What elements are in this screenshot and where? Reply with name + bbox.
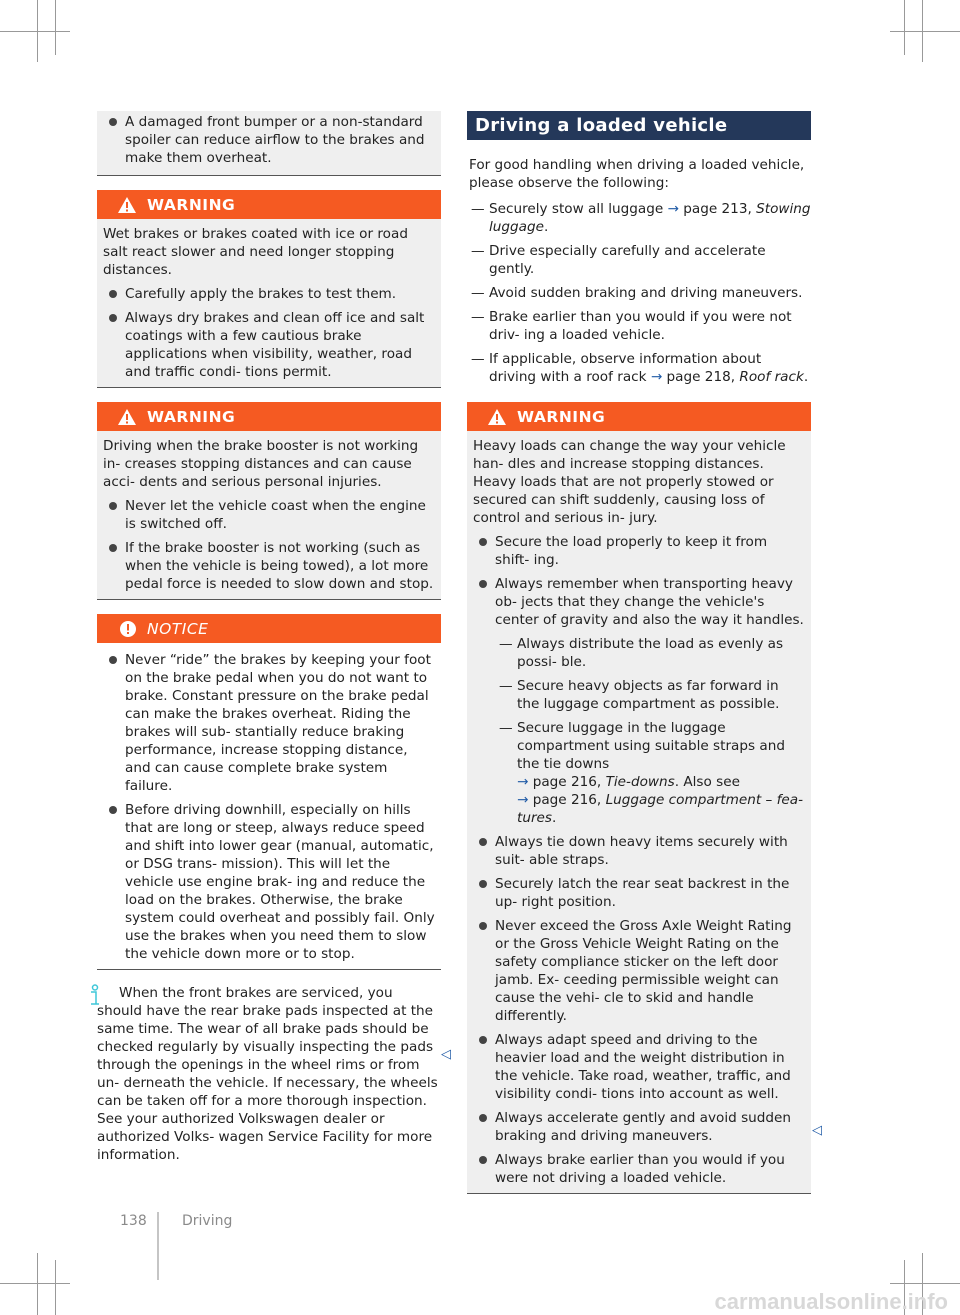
list-item xyxy=(103,651,435,795)
list-item xyxy=(473,1109,805,1145)
sub-item xyxy=(495,677,805,713)
info-text: When the front brakes are serviced, you should have the rear brake pads inspected at the same time. The wear of all brake pads should be checked regularly by visually inspecting the pads through the openings in the wheel rims or from un- derneath the vehicle. If necessary, the wheels can be taken off for a more thorough inspection. See your authorized Volkswagen dealer or authorized Volks- wagen Service Facility for more information. xyxy=(97,985,438,1163)
bullet-icon xyxy=(479,1036,487,1044)
bullet-text: Always remember when transporting heavy ob- jects that they change the vehicle's center of gravity and also the way it handles. xyxy=(495,576,804,628)
warning-header xyxy=(97,402,441,431)
dash-icon: — xyxy=(471,351,485,367)
crop-mark xyxy=(890,31,960,32)
warning-body xyxy=(467,431,811,1194)
bullet-text: Before driving downhill, especially on hills that are long or steep, always reduce speed and shift into lower gear (manual, automatic, or DSG trans- mission). This will let the vehicle use engine brak- ing and reduce the load on the brakes. Otherwise, the brake system could overheat and possibly fail. Only use the brakes when you need them to slow the vehicle down more or to stop. xyxy=(125,802,435,962)
bullet-icon xyxy=(479,838,487,846)
left-column xyxy=(97,111,441,1164)
link-arrow-icon: → xyxy=(517,774,529,790)
continue-arrow-icon: ◁ xyxy=(812,1123,822,1138)
bullet-text: Never exceed the Gross Axle Weight Rating or the Gross Vehicle Weight Rating on the safety compliance sticker on the left door jamb. Ex- ceeding permissible weight can cause the vehi- cle to skid and handle differently. xyxy=(495,918,792,1024)
warning-triangle-icon xyxy=(105,408,137,426)
step-text: Securely stow all luggage xyxy=(489,201,668,217)
continue-arrow-icon: ◁ xyxy=(441,1047,451,1062)
bullet-text: Never let the vehicle coast when the engine is switched off. xyxy=(125,498,426,532)
page-number: 138 xyxy=(120,1213,147,1229)
warning-header xyxy=(467,402,811,431)
step-text: If applicable, observe information about driving with a roof rack xyxy=(489,351,762,385)
list-item xyxy=(473,917,805,1025)
bullet-icon xyxy=(109,806,117,814)
bullet-icon xyxy=(109,656,117,664)
crop-mark xyxy=(0,1283,70,1284)
page-ref[interactable]: page 218, xyxy=(666,369,740,385)
warning-title: WARNING xyxy=(147,195,236,214)
bullet-text: Secure the load properly to keep it from shift- ing. xyxy=(495,534,768,568)
warning-box-brake-booster xyxy=(97,402,441,600)
crop-mark xyxy=(55,1260,56,1315)
bullet-icon xyxy=(109,544,117,552)
list-item xyxy=(473,1031,805,1103)
notice-title: NOTICE xyxy=(147,619,209,638)
footer-section-label: Driving xyxy=(182,1213,233,1229)
crop-mark xyxy=(904,0,905,55)
bullet-icon xyxy=(109,118,117,126)
crop-mark xyxy=(0,31,70,32)
list-item xyxy=(103,497,435,533)
link-arrow-icon: → xyxy=(650,369,663,385)
bullet-text: Always tie down heavy items securely with suit- able straps. xyxy=(495,834,788,868)
list-item xyxy=(103,285,435,303)
dash-icon: — xyxy=(499,636,513,652)
section-heading: Driving a loaded vehicle xyxy=(467,111,811,140)
list-item xyxy=(473,875,805,911)
notice-box xyxy=(97,614,441,970)
dash-icon: — xyxy=(499,720,513,736)
section-ref[interactable]: Stowing luggage xyxy=(489,201,811,235)
list-item xyxy=(103,309,435,381)
sub-text: . Also see xyxy=(674,774,740,790)
notice-header xyxy=(97,614,441,643)
footer-divider xyxy=(157,1212,159,1280)
bullet-text: Always brake earlier than you would if you were not driving a loaded vehicle. xyxy=(495,1152,785,1186)
warning-triangle-icon xyxy=(105,196,137,214)
intro-text: For good handling when driving a loaded vehicle, please observe the following: xyxy=(469,157,805,191)
bullet-icon xyxy=(109,502,117,510)
dash-icon: — xyxy=(471,309,485,325)
step-item xyxy=(467,350,811,386)
warning-text: Driving when the brake booster is not working in- creases stopping distances and can cause acci- dents and serious personal injuries. xyxy=(103,438,419,490)
list-item xyxy=(473,575,805,827)
step-text: Avoid sudden braking and driving maneuvers. xyxy=(489,285,803,301)
list-item xyxy=(473,833,805,869)
link-arrow-icon: → xyxy=(517,792,529,808)
warning-body xyxy=(97,219,441,388)
crop-mark xyxy=(922,0,923,62)
crop-mark xyxy=(37,1253,38,1315)
crop-mark xyxy=(37,0,38,62)
sub-text: Secure heavy objects as far forward in the luggage compartment as possible. xyxy=(517,678,780,712)
list-item xyxy=(473,1151,805,1187)
warning-title: WARNING xyxy=(517,407,606,426)
section-ref[interactable]: Tie-downs xyxy=(605,774,675,790)
page-ref[interactable]: page 216, xyxy=(532,774,606,790)
page-ref[interactable]: page 216, xyxy=(532,792,606,808)
info-icon xyxy=(87,984,103,1013)
bullet-icon xyxy=(479,580,487,588)
sub-item: — Secure luggage in the luggage compartment using suitable straps and the tie downs → page 216, Tie-downs. Also see → page 216, Luggage compartment – fea- tures. xyxy=(499,720,803,826)
dash-icon: — xyxy=(471,243,485,259)
punctuation: . xyxy=(803,369,809,385)
exclamation-circle-icon xyxy=(105,620,137,638)
info-note xyxy=(97,984,441,1164)
right-column xyxy=(467,111,811,1194)
warning-header xyxy=(97,190,441,219)
intro-bullet-box xyxy=(97,111,441,176)
sub-item xyxy=(495,635,805,671)
bullet-text: Always accelerate gently and avoid sudden braking and driving maneuvers. xyxy=(495,1110,792,1144)
bullet-icon xyxy=(479,880,487,888)
step-text: Drive especially carefully and accelerate gently. xyxy=(489,243,766,277)
bullet-icon xyxy=(479,922,487,930)
bullet-icon xyxy=(479,1156,487,1164)
dash-icon: — xyxy=(471,201,485,217)
notice-body xyxy=(97,643,441,970)
bullet-text: Always dry brakes and clean off ice and salt coatings with a few cautious brake applications when visibility, weather, road and traffic condi- tions permit. xyxy=(125,310,425,380)
list-item xyxy=(103,113,435,167)
crop-mark xyxy=(890,1283,960,1284)
sub-text: Always distribute the load as evenly as possi- ble. xyxy=(517,636,784,670)
step-item xyxy=(467,200,811,236)
section-ref[interactable]: Luggage compartment – fea- tures xyxy=(517,792,803,826)
step-text: Brake earlier than you would if you were not driv- ing a loaded vehicle. xyxy=(489,309,792,343)
bullet-text: Never “ride” the brakes by keeping your foot on the brake pedal when you do not want to brake. Constant pressure on the brake pedal can make the brakes overheat. Riding the brakes will sub- stantially reduce braking performance, increase stopping distance, and can cause complete brake system failure. xyxy=(125,652,431,794)
bullet-text: A damaged front bumper or a non-standard spoiler can reduce airflow to the brakes and make them overheat. xyxy=(125,114,425,166)
bullet-icon xyxy=(479,538,487,546)
bullet-icon xyxy=(479,1114,487,1122)
bullet-text: Always adapt speed and driving to the heavier load and the weight distribution in the vehicle. Take road, weather, traffic, and visibility condi- tions into account as well. xyxy=(495,1032,791,1102)
step-item xyxy=(467,308,811,344)
step-item xyxy=(467,242,811,278)
warning-box-wet-brakes xyxy=(97,190,441,388)
warning-text: Wet brakes or brakes coated with ice or road salt react slower and need longer stopping distances. xyxy=(103,226,408,278)
list-item xyxy=(473,533,805,569)
list-item xyxy=(103,539,435,593)
sub-text: Secure luggage in the luggage compartment using suitable straps and the tie downs xyxy=(517,720,785,772)
crop-mark xyxy=(55,0,56,55)
warning-body xyxy=(97,431,441,600)
page-ref[interactable]: page 213, xyxy=(683,201,757,217)
bullet-text: If the brake booster is not working (such as when the vehicle is being towed), a lot more pedal force is needed to slow down and stop. xyxy=(125,540,434,592)
watermark: carmanualsonline.info xyxy=(714,1289,948,1314)
warning-title: WARNING xyxy=(147,407,236,426)
dash-icon: — xyxy=(499,678,513,694)
punctuation: . xyxy=(543,219,549,235)
bullet-icon xyxy=(109,290,117,298)
dash-icon: — xyxy=(471,285,485,301)
link-arrow-icon: → xyxy=(667,201,679,217)
bullet-text: Securely latch the rear seat backrest in the up- right position. xyxy=(495,876,790,910)
bullet-text: Carefully apply the brakes to test them. xyxy=(125,286,397,302)
bullet-icon xyxy=(109,314,117,322)
warning-box-heavy-loads xyxy=(467,402,811,1194)
step-item xyxy=(467,284,811,302)
section-ref[interactable]: Roof rack xyxy=(739,369,804,385)
warning-triangle-icon xyxy=(475,408,507,426)
list-item xyxy=(103,801,435,963)
warning-text: Heavy loads can change the way your vehicle han- dles and increase stopping distances. Heavy loads that are not properly stowed or secured can shift suddenly, causing loss of control and serious in- jury. xyxy=(473,438,786,526)
